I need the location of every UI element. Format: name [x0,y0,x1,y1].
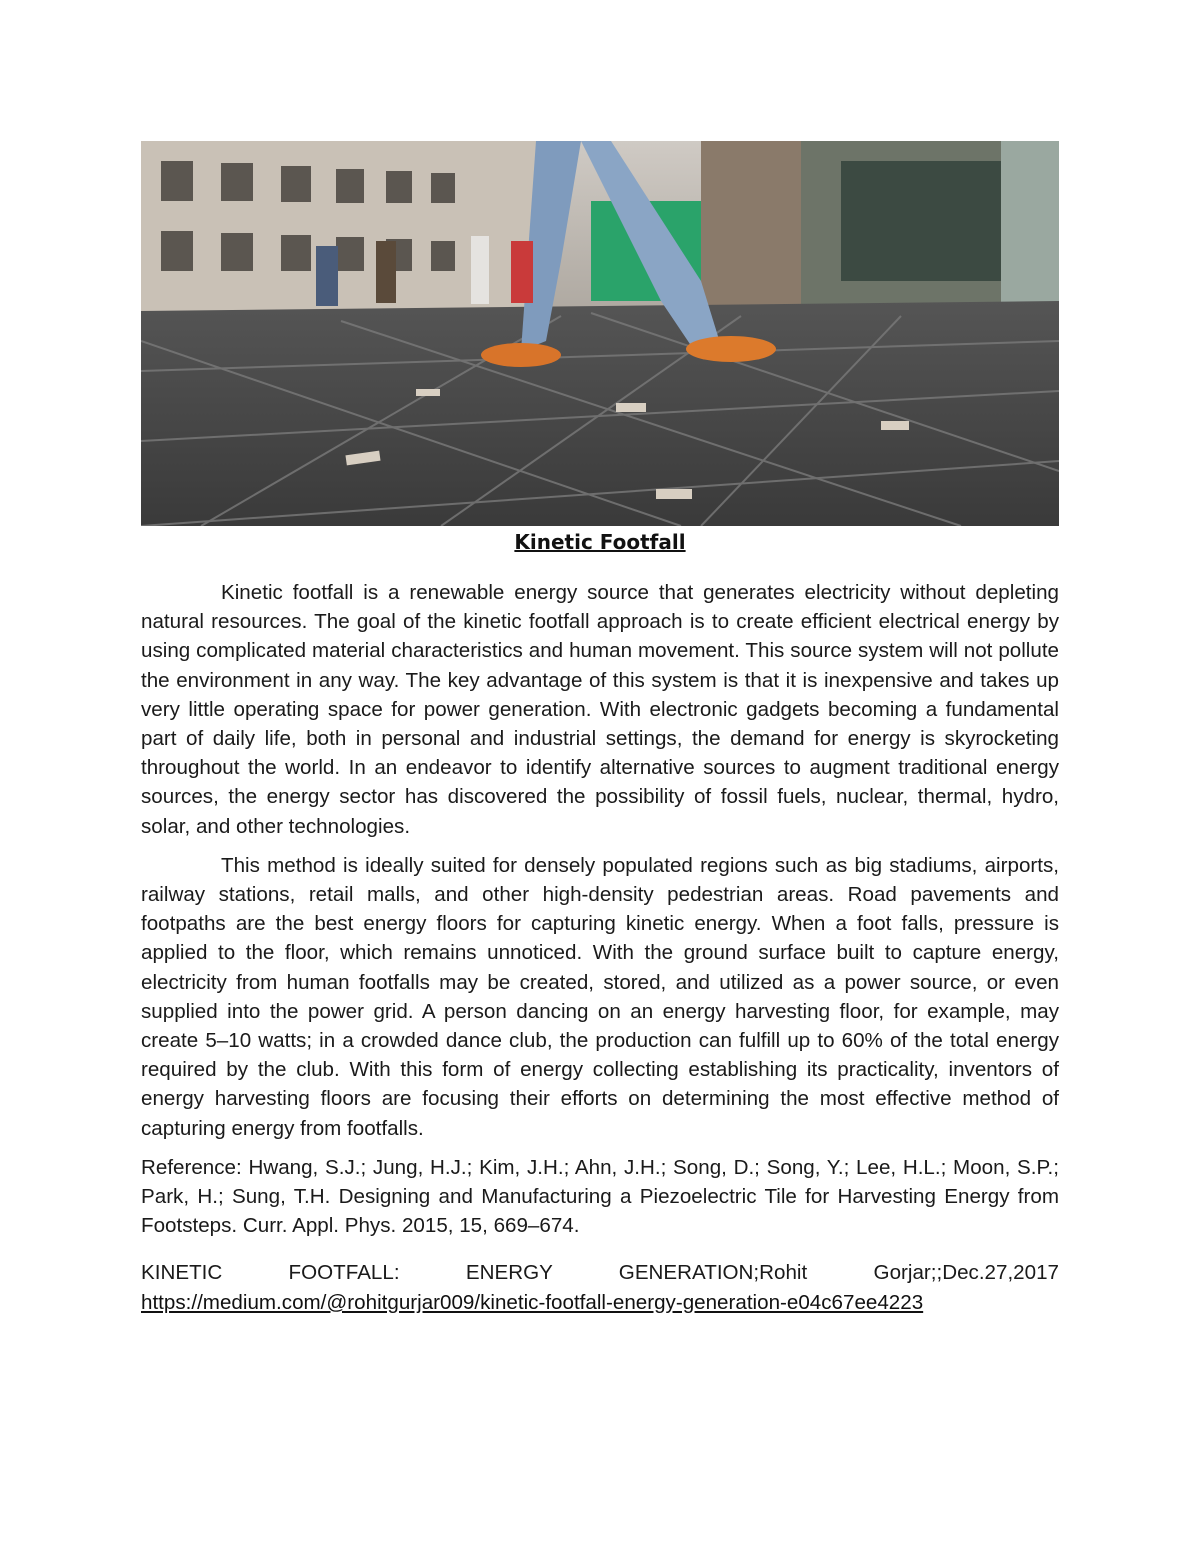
citation-link[interactable]: https://medium.com/@rohitgurjar009/kinetic-footfall-energy-generation-e04c67ee4223 [141,1290,924,1314]
citation-text: KINETIC FOOTFALL: ENERGY GENERATION;Rohit Gorjar;;Dec.27,2017 [141,1261,1059,1285]
page-title: Kinetic Footfall [514,530,686,554]
reference-text: Reference: Hwang, S.J.; Jung, H.J.; Kim, J.H.; Ahn, J.H.; Song, D.; Song, Y.; Lee, H.L.; Moon, S.P.; Park, H.; Sung, T.H. Designing and Manufacturing a Piezoelectric Tile for Harvesting Energy from Footsteps. Curr. Appl. Phys. 2015, 15, 669–674. [141,1155,1059,1238]
paragraph-1: Kinetic footfall is a renewable energy source that generates electricity without depleting natural resources. The goal of the kinetic footfall approach is to create efficient electrical energy by using complicated material characteristics and human movement. This source system will not pollute the environment in any way. The key advantage of this system is that it is inexpensive and takes up very little operating space for power generation. With electronic gadgets becoming a fundamental part of daily life, both in personal and industrial settings, the demand for energy is skyrocketing throughout the world. In an endeavor to identify alternative sources to augment traditional energy sources, the energy sector has discovered the possibility of fossil fuels, nuclear, thermal, hydro, solar, and other technologies. [141,581,1059,838]
hero-photo-street-tiles [141,141,1059,526]
document-body [141,578,1059,1317]
paragraph-2: This method is ideally suited for densely populated regions such as big stadiums, airports, railway stations, retail malls, and other high-density pedestrian areas. Road pavements and footpaths are the best energy floors for capturing kinetic energy. When a foot falls, pressure is applied to the floor, which remains unnoticed. With the ground surface built to capture energy, electricity from human footfalls may be created, stored, and utilized as a power source, or even supplied into the power grid. A person dancing on an energy harvesting floor, for example, may create 5–10 watts; in a crowded dance club, the production can fulfill up to 60% of the total energy required by the club. With this form of energy collecting establishing its practicality, inventors of energy harvesting floors are focusing their efforts on determining the most effective method of capturing energy from footfalls. [141,853,1059,1140]
